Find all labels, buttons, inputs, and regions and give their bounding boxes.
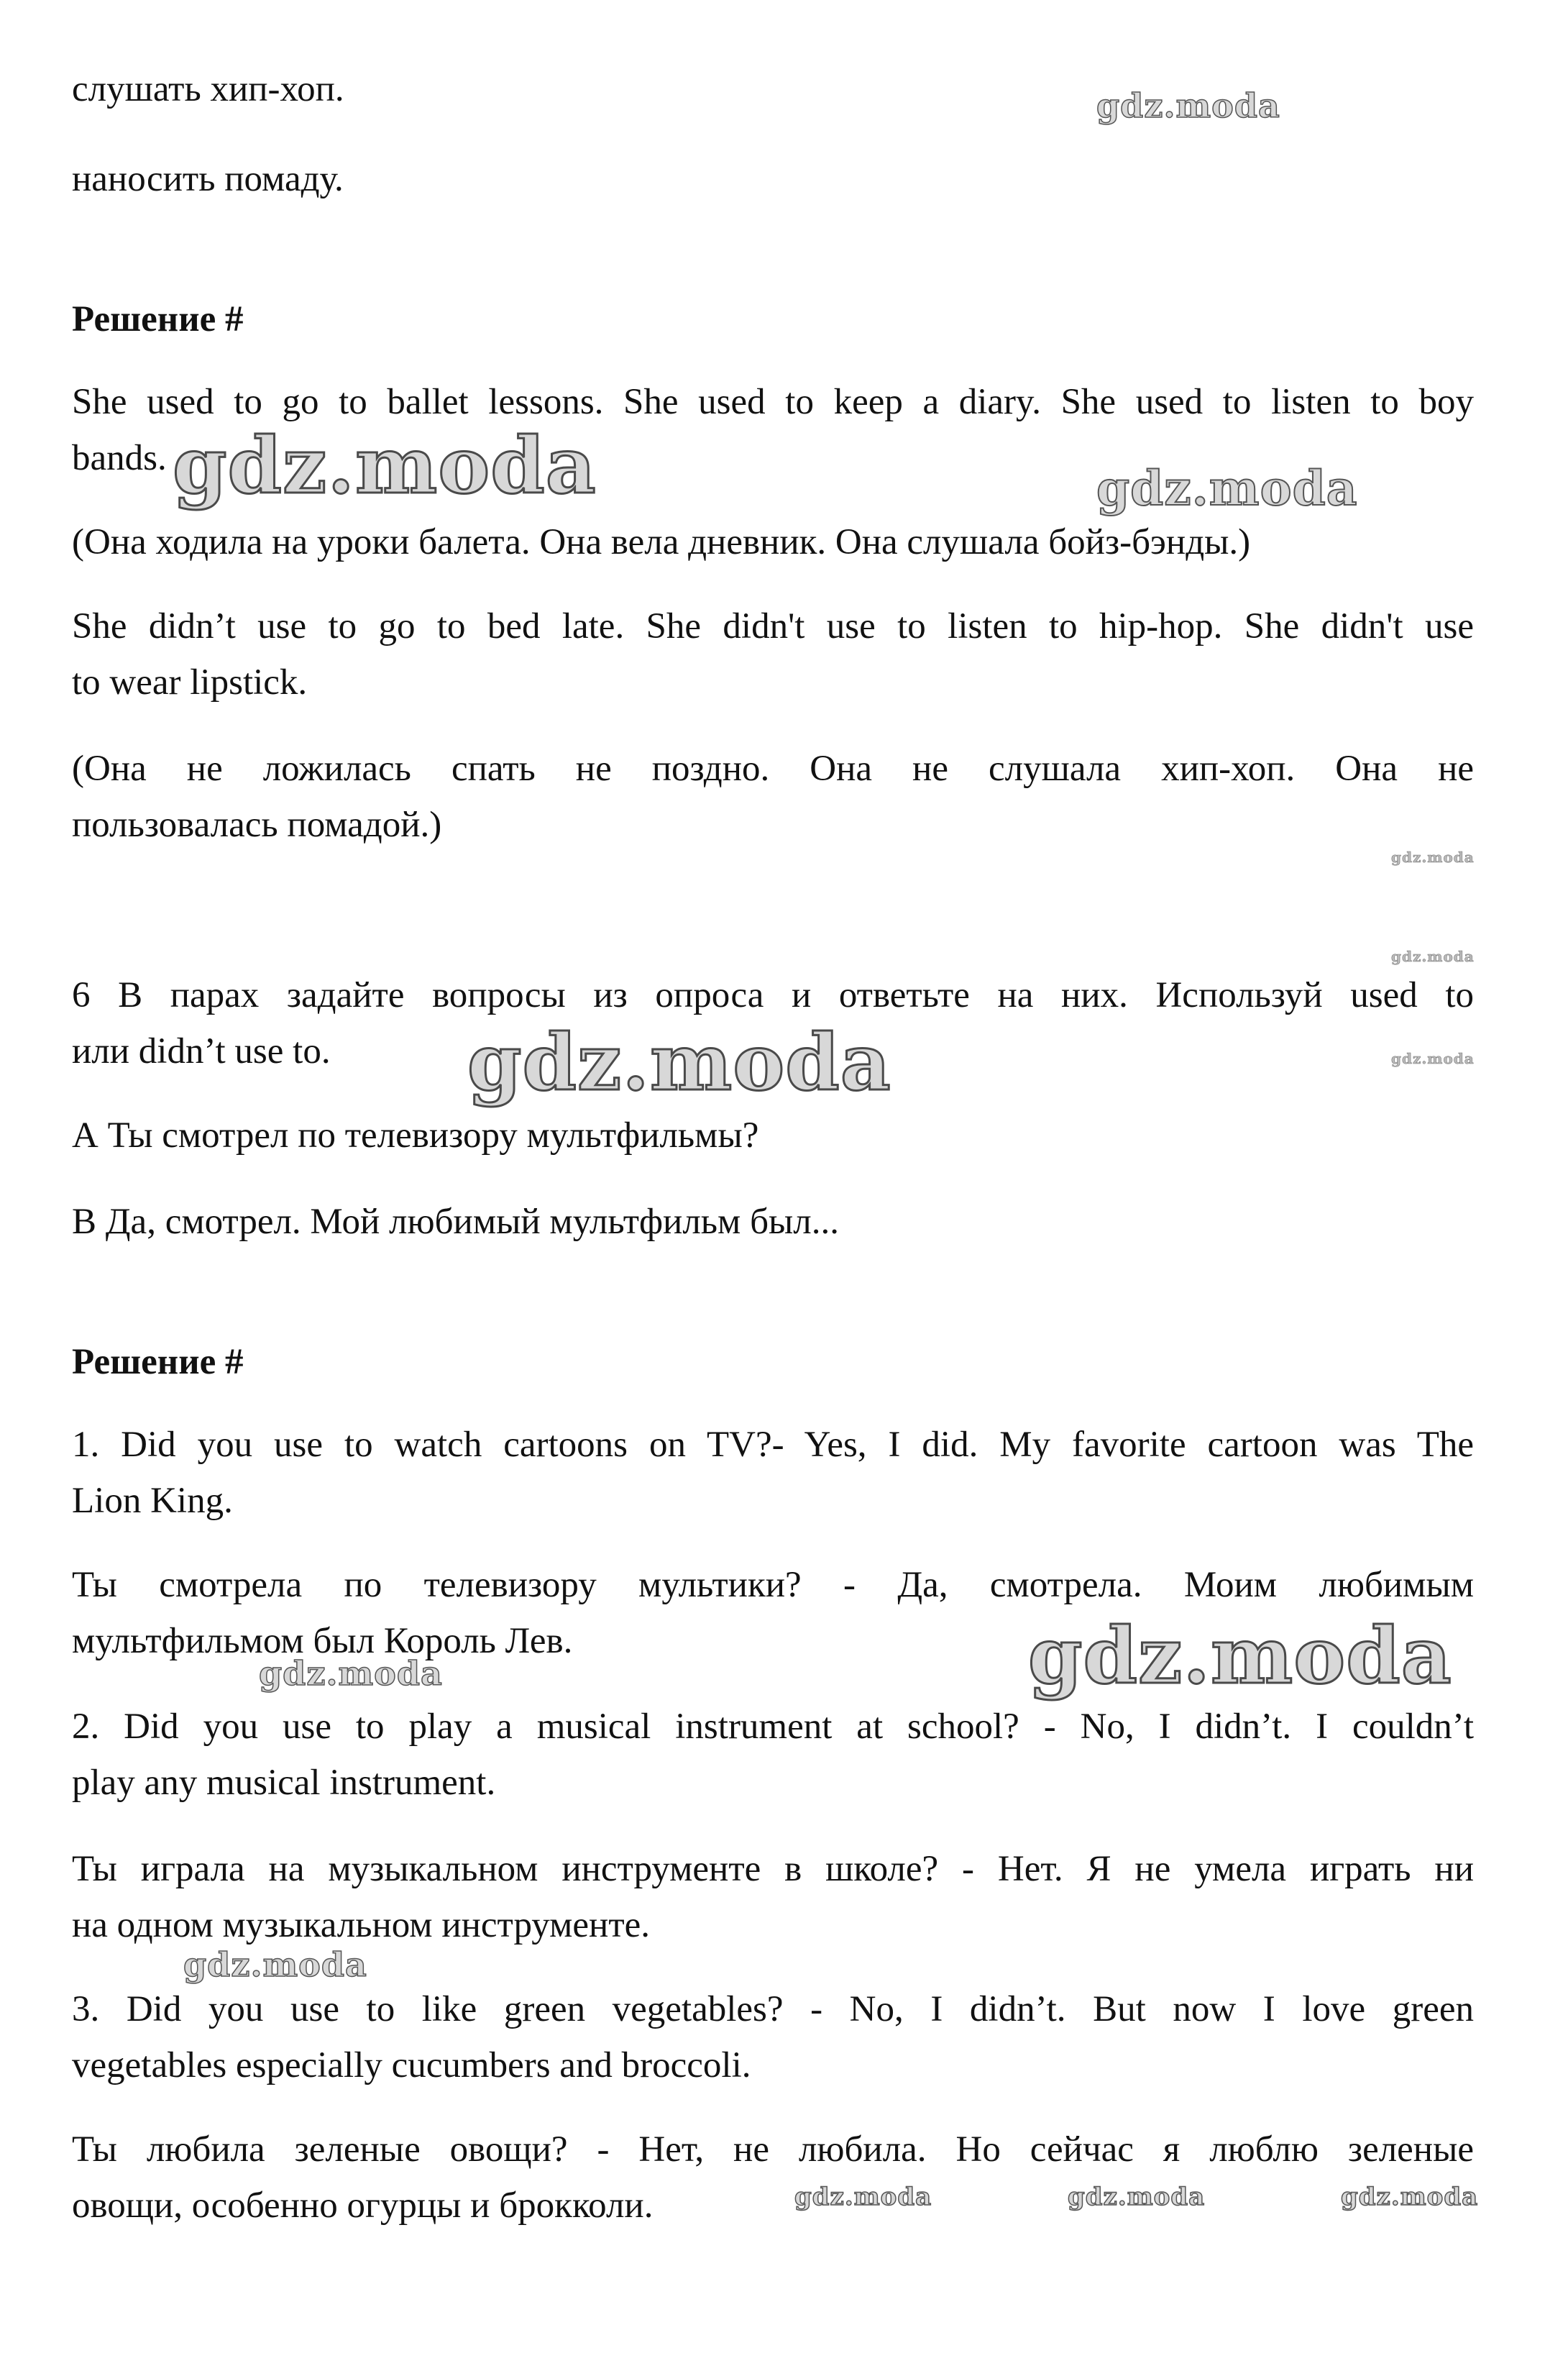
solution-a-ru1: (Она ходила на уроки балета. Она вела дневник. Она слушала бойз-бэнды.): [72, 522, 1251, 562]
task6-speaker-b: В Да, смотрел. Мой любимый мультфильм был...: [72, 1202, 839, 1242]
watermark-logo: gdz.moda: [794, 2183, 932, 2211]
watermark-logo: gdz.moda: [1341, 2183, 1479, 2211]
intro-line-2: наносить помаду.: [72, 159, 344, 199]
watermark-logo: gdz.moda: [183, 1945, 367, 1984]
watermark-logo: gdz.moda: [173, 421, 597, 511]
solution-b-q3-line2: vegetables especially cucumbers and broccoli.: [72, 2045, 751, 2085]
task6-line1: 6 В парах задайте вопросы из опроса и ответьте на них. Используй used to: [72, 975, 1474, 1015]
solution-b-r2-line2: на одном музыкальном инструменте.: [72, 1905, 650, 1945]
solution-b-q3-line1: 3. Did you use to like green vegetables? - No, I didn’t. But now I love green: [72, 1989, 1474, 2029]
watermark-logo: gdz.moda: [1096, 460, 1358, 516]
solution-b-r1-line2: мультфильмом был Король Лев.: [72, 1621, 573, 1661]
solution-a-en1-line1: She used to go to ballet lessons. She used to keep a diary. She used to listen to boy: [72, 382, 1474, 422]
solution-b-heading: Решение #: [72, 1342, 244, 1382]
watermark-logo: gdz.moda: [1391, 849, 1475, 866]
intro-line-1: слушать хип-хоп.: [72, 69, 344, 109]
watermark-logo: gdz.moda: [467, 1018, 891, 1108]
solution-b-r3-line2: овощи, особенно огурцы и брокколи.: [72, 2185, 654, 2226]
watermark-logo: gdz.moda: [1028, 1611, 1452, 1701]
solution-b-q2-line2: play any musical instrument.: [72, 1763, 496, 1803]
task6-speaker-a: А Ты смотрел по телевизору мультфильмы?: [72, 1115, 759, 1156]
solution-a-heading: Решение #: [72, 299, 244, 339]
task6-line2: или didn’t use to.: [72, 1031, 331, 1072]
solution-b-r3-line1: Ты любила зеленые овощи? - Нет, не любила. Но сейчас я люблю зеленые: [72, 2129, 1474, 2170]
solution-a-ru2-line1: (Она не ложилась спать не поздно. Она не слушала хип-хоп. Она не: [72, 749, 1474, 789]
document-page: [72, 0, 1474, 2353]
solution-b-q1-line1: 1. Did you use to watch cartoons on TV?- Yes, I did. My favorite cartoon was The: [72, 1425, 1474, 1465]
solution-a-ru2-line2: пользовалась помадой.): [72, 805, 442, 845]
solution-a-en1-line2: bands.: [72, 438, 167, 478]
watermark-logo: gdz.moda: [1096, 86, 1280, 125]
solution-a-en2-line2: to wear lipstick.: [72, 662, 308, 703]
solution-b-r1-line1: Ты смотрела по телевизору мультики? - Да, смотрела. Моим любимым: [72, 1565, 1474, 1605]
solution-b-q1-line2: Lion King.: [72, 1481, 233, 1521]
solution-b-q2-line1: 2. Did you use to play a musical instrument at school? - No, I didn’t. I couldn’t: [72, 1707, 1474, 1747]
watermark-logo: gdz.moda: [259, 1654, 443, 1693]
solution-a-en2-line1: She didn’t use to go to bed late. She didn't use to listen to hip-hop. She didn't use: [72, 606, 1474, 646]
solution-b-r2-line1: Ты играла на музыкальном инструменте в школе? - Нет. Я не умела играть ни: [72, 1849, 1474, 1889]
watermark-logo: gdz.moda: [1391, 948, 1475, 965]
watermark-logo: gdz.moda: [1391, 1050, 1475, 1067]
watermark-logo: gdz.moda: [1068, 2183, 1206, 2211]
